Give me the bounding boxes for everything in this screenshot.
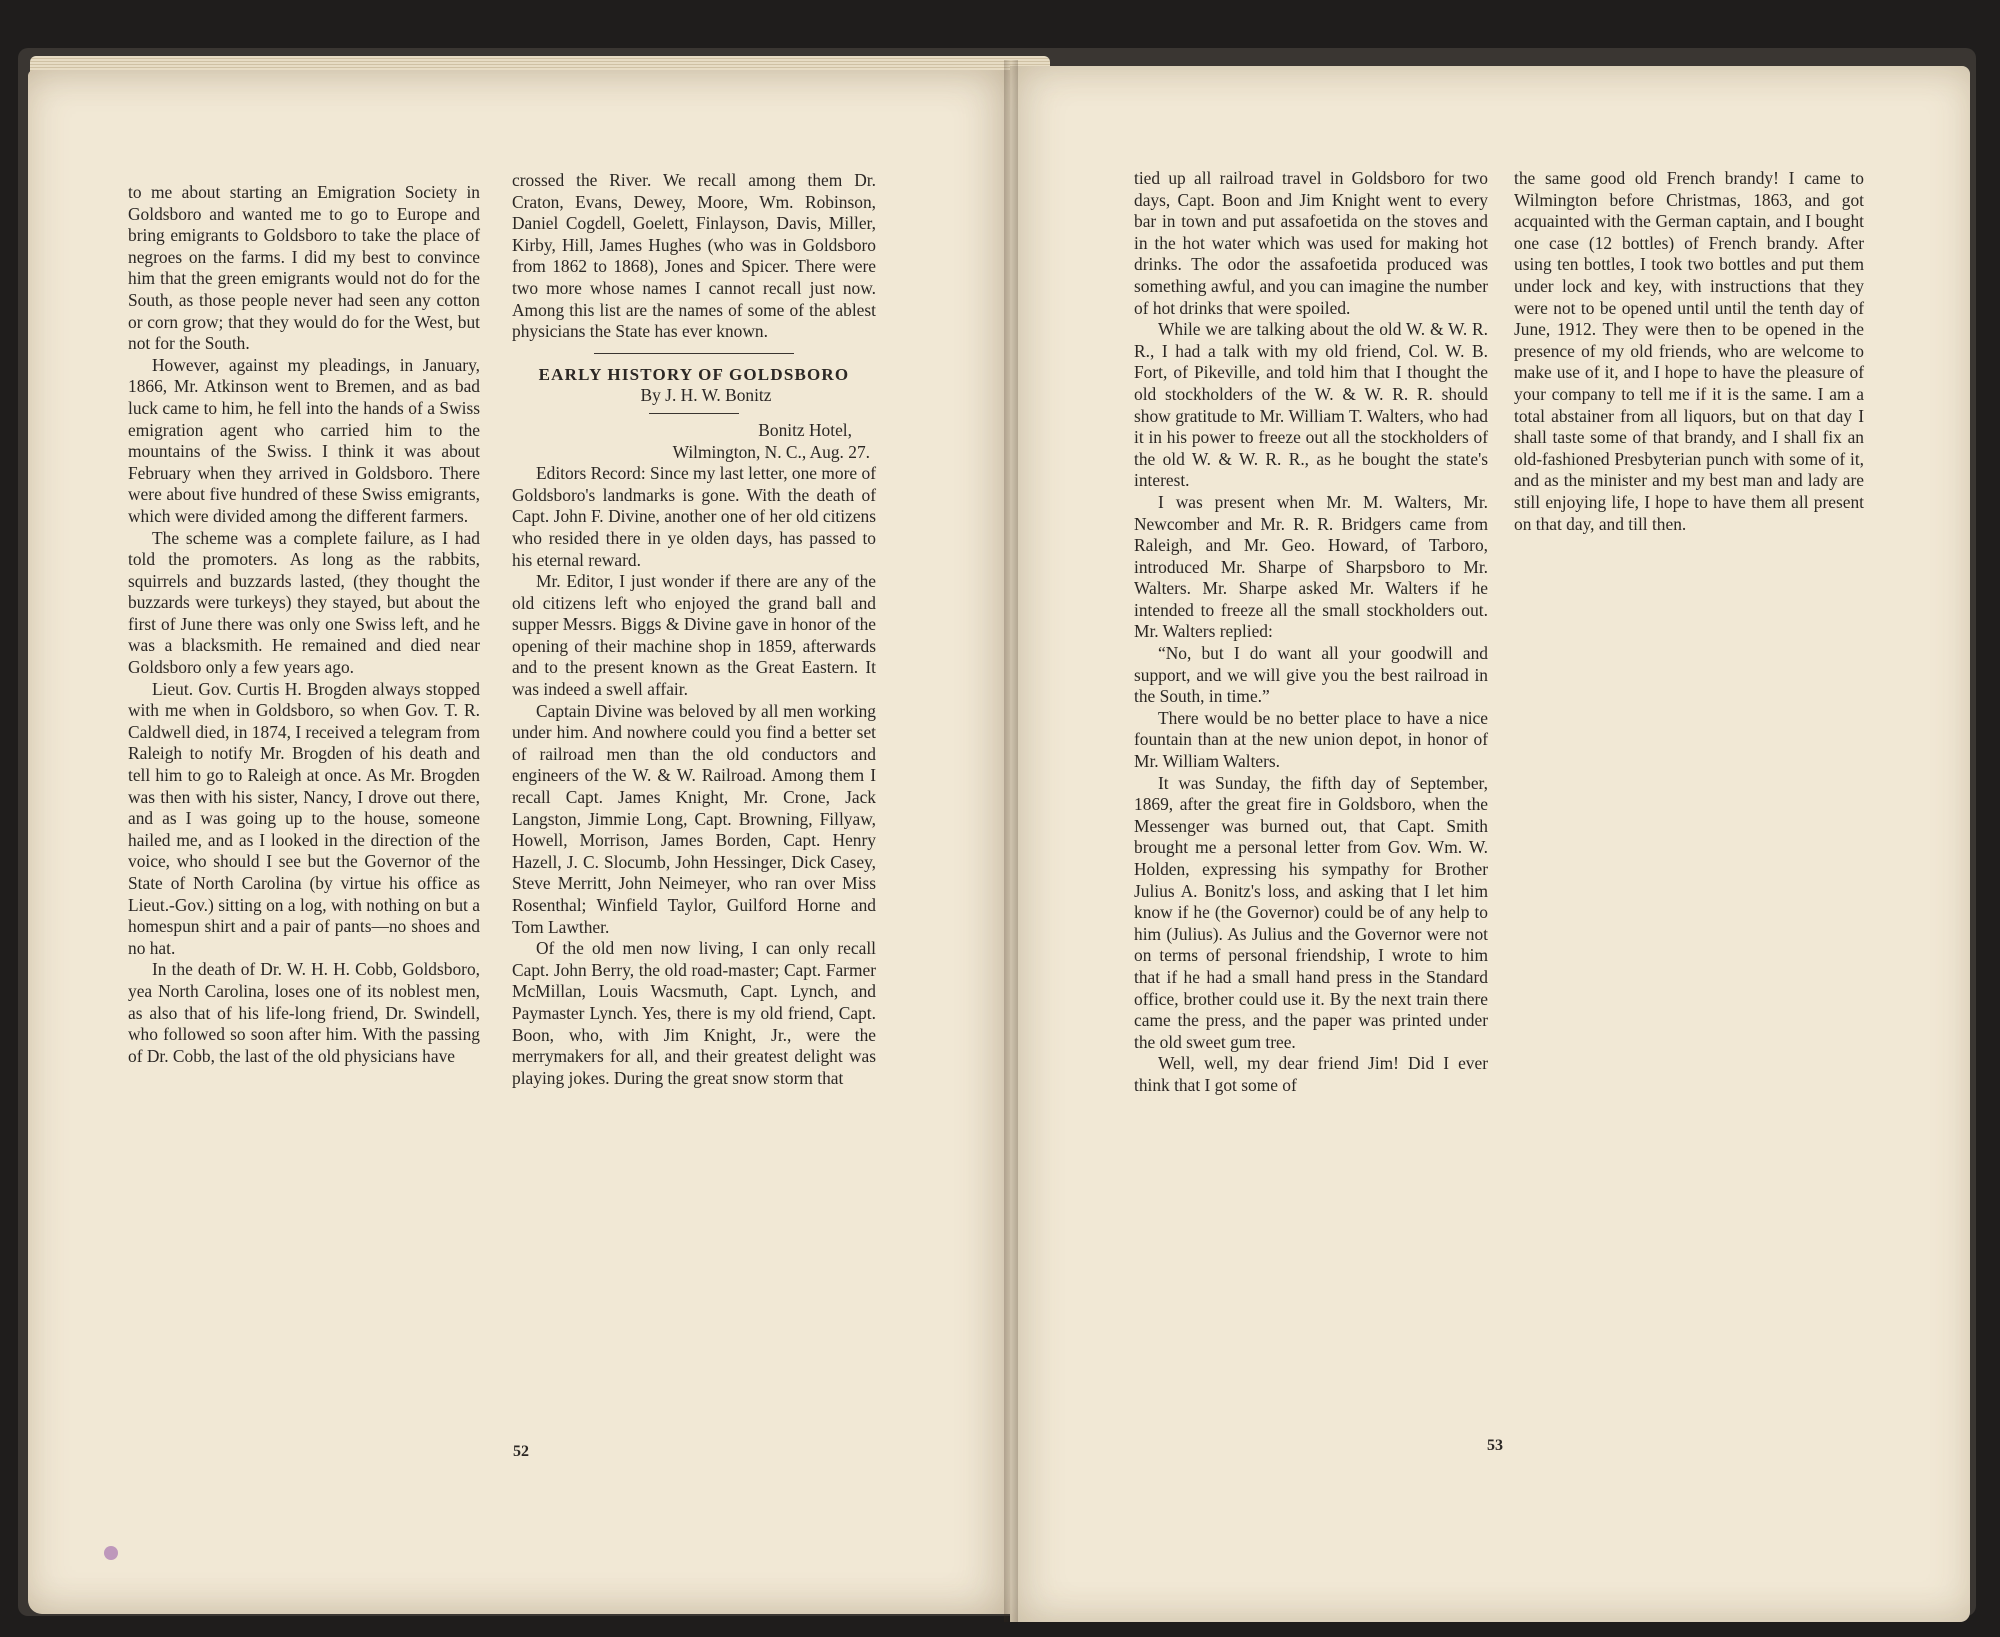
paragraph: Editors Record: Since my last letter, one more of Goldsboro's landmarks is gone. With the death of Capt. John F. Divine, another one of her old citizens who resided there in ye olden days, has passed to his eternal reward. [512,463,876,570]
left-column-2 [512,170,876,1089]
paragraph: Mr. Editor, I just wonder if there are any of the old citizens left who enjoyed the grand ball and supper Messrs. Biggs & Divine gave in honor of the opening of their machine shop in 1859, afterwards and to the present known as the Great Eastern. It was indeed a swell affair. [512,571,876,700]
paragraph: There would be no better place to have a nice fountain than at the new union depot, in honor of Mr. William Walters. [1134,707,1488,772]
page-number-left: 52 [513,1443,529,1460]
paragraph: While we are talking about the old W. & W. R. R., I had a talk with my old friend, Col. W. B. Fort, of Pikeville, and told him that I thought the old stockholders of the W. & W. R. R. should show gratitude to Mr. William T. Walters, who had it in his power to freeze out all the stockholders of the old W. & W. R. R., as he bought the state's interest. [1134,319,1488,491]
paragraph: Well, well, my dear friend Jim! Did I ever think that I got some of [1134,1053,1488,1095]
paragraph: tied up all railroad travel in Goldsboro for two days, Capt. Boon and Jim Knight went to every bar in town and put assafoetida on the stoves and in the hot water which was used for making hot drinks. The odor the assafoetida produced was something awful, and you can imagine the number of hot drinks that were spoiled. [1134,168,1488,318]
paragraph: Of the old men now living, I can only recall Capt. John Berry, the old road-master; Capt. Farmer McMillan, Louis Wacsmuth, Capt. Lynch, and Paymaster Lynch. Yes, there is my old friend, Capt. Boon, who, with Jim Knight, Jr., were the merrymakers for all, and their greatest delight was playing jokes. During the great snow storm that [512,938,876,1088]
paragraph: Captain Divine was beloved by all men working under him. And nowhere could you find a better set of railroad men than the old conductors and engineers of the W. & W. Railroad. Among them I recall Capt. James Knight, Mr. Crone, Jack Langston, Jimmie Long, Capt. Browning, Fillyaw, Howell, Morrison, James Borden, Capt. Henry Hazell, J. C. Slocumb, John Hessinger, Dick Casey, Steve Merritt, John Neimeyer, who ran over Miss Rosenthal; Winfield Taylor, Guilford Horne and Tom Lawther. [512,700,876,937]
paragraph: I was present when Mr. M. Walters, Mr. Newcomber and Mr. R. R. Bridgers came from Raleigh, and Mr. Geo. Howard, of Tarboro, introduced Mr. Sharpe of Sharpsboro to Mr. Walters. Mr. Sharpe asked Mr. Walters if he intended to freeze all the small stockholders out. Mr. Walters replied: [1134,491,1488,642]
book-gutter [1004,60,1018,1622]
article-byline: By J. H. W. Bonitz [640,385,772,406]
paragraph: “No, but I do want all your goodwill and support, and we will give you the best railroad in the South, in time.” [1134,643,1488,707]
page-number-right: 53 [1487,1437,1503,1454]
paragraph: However, against my pleadings, in January, 1866, Mr. Atkinson went to Bremen, and as bad luck came to him, he fell into the hands of a Swiss emigration agent who carried him to the mountains of the Swiss. I think it was about February when they arrived in Goldsboro. There were about five hundred of these Swiss emigrants, which were divided among the different farmers. [128,354,480,526]
right-column-2 [1514,168,1864,535]
paragraph: It was Sunday, the fifth day of September, 1869, after the great fire in Goldsboro, when the Messenger was burned out, that Capt. Smith brought me a personal letter from Gov. Wm. W. Holden, expressing his sympathy for Brother Julius A. Bonitz's loss, and asking that I let him know if he (the Governor) could be of any help to him (Julius). As Julius and the Governor were not on terms of personal friendship, I wrote to him that if he had a small hand press in the Standard office, brother could use it. By the next train there came the press, and the paper was printed under the old sweet gum tree. [1134,772,1488,1052]
paragraph: In the death of Dr. W. H. H. Cobb, Goldsboro, yea North Carolina, loses one of its noblest men, as also that of his life-long friend, Dr. Swindell, who followed so soon after him. With the passing of Dr. Cobb, the last of the old physicians have [128,959,480,1066]
right-column-1 [1134,168,1488,1097]
letter-place: Bonitz Hotel, [758,419,852,440]
ink-spot [104,1546,118,1560]
section-divider [594,353,794,354]
paragraph: crossed the River. We recall among them Dr. Craton, Evans, Dewey, Moore, Wm. Robinson, Daniel Cogdell, Goelett, Finlayson, Davis, Miller, Kirby, Hill, James Hughes (who was in Goldsboro from 1862 to 1868), Jones and Spicer. There were two more whose names I cannot recall just now. Among this list are the names of some of the ablest physicians the State has ever known. [512,170,876,342]
paragraph: to me about starting an Emigration Society in Goldsboro and wanted me to go to Europe and bring emigrants to Goldsboro to take the place of negroes on the farms. I did my best to convince him that the green emigrants would not do for the South, as those people never had seen any cotton or corn grow; that they would do for the West, but not for the South. [128,182,480,354]
letter-dateline: Wilmington, N. C., Aug. 27. [672,441,870,462]
paragraph: Lieut. Gov. Curtis H. Brogden always stopped with me when in Goldsboro, so when Gov. T. R. Caldwell died, in 1874, I received a telegram from Raleigh to notify Mr. Brogden of his death and tell him to go to Raleigh at once. As Mr. Brogden was then with his sister, Nancy, I drove out there, and as I was going up to the house, someone hailed me, and as I looked in the direction of the voice, who should I see but the Governor of the State of North Carolina (by virtue his office as Lieut.-Gov.) sitting on a log, with nothing on but a homespun shirt and a pair of pants—no shoes and no hat. [128,678,480,958]
paragraph: the same good old French brandy! I came to Wilmington before Christmas, 1863, and got acquainted with the German captain, and I bought one case (12 bottles) of French brandy. After using ten bottles, I took two bottles and put them under lock and key, with instructions that they were not to be opened until until the tenth day of June, 1912. They were then to be opened in the presence of my old friends, who are welcome to make use of it, and I hope to have the pleasure of your company to tell me if it is the same. I am a total abstainer from all liquors, but on that day I shall taste some of that brandy, and I shall fix an old-fashioned Presbyterian punch with some of it, and as the minister and my best man and lady are still enjoying life, I hope to have them all present on that day, and till then. [1514,168,1864,534]
paragraph: The scheme was a complete failure, as I had told the promoters. As long as the rabbits, squirrels and buzzards lasted, (they thought the buzzards were turkeys) they stayed, but about the first of June there was only one Swiss left, and he was a blacksmith. He remained and died near Goldsboro only a few years ago. [128,527,480,678]
left-column-1 [128,182,480,1067]
article-headline: EARLY HISTORY OF GOLDSBORO [538,364,850,384]
byline-divider [649,413,739,414]
